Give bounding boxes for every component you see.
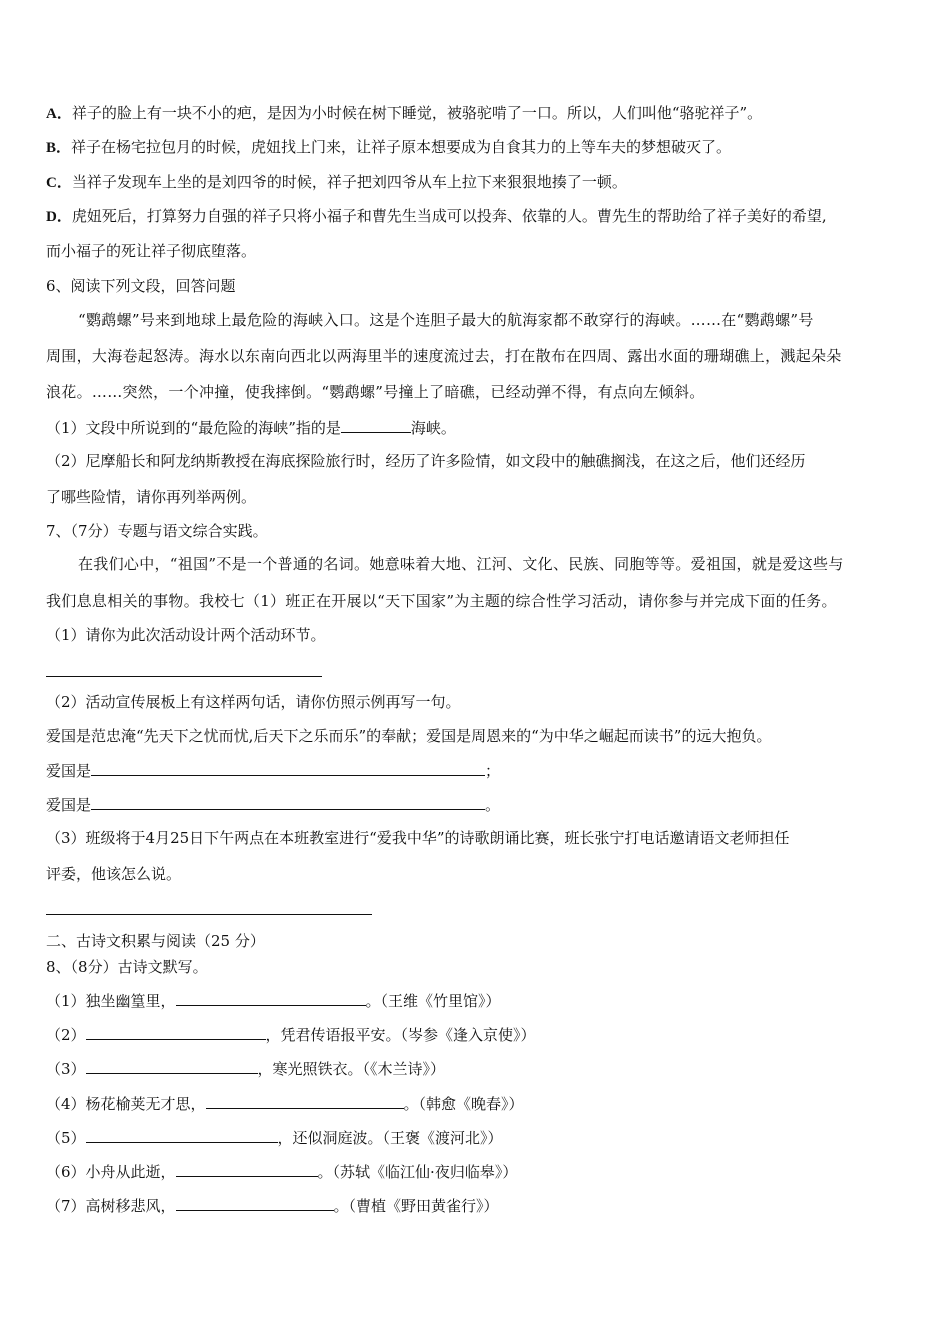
item-prefix: （6）小舟从此逝， xyxy=(46,1163,176,1181)
item-suffix: 。（曹植《野田黄雀行》） xyxy=(333,1197,499,1215)
item-suffix: ，凭君传语报平安。（岑参《逢入京使》） xyxy=(265,1026,536,1044)
answer-blank[interactable] xyxy=(91,760,485,776)
q5-option-c xyxy=(46,172,627,193)
item-suffix: ，寒光照铁衣。（《木兰诗》） xyxy=(257,1060,446,1078)
option-text: 虎妞死后，打算努力自强的祥子只将小福子和曹先生当成可以投奔、依靠的人。曹先生的帮助给了祥子美好的希望, xyxy=(71,207,827,225)
q7-sub-3-line-2: 评委，他该怎么说。 xyxy=(46,865,182,883)
q8-item-1 xyxy=(46,990,501,1011)
item-suffix: 。（韩愈《晚春》） xyxy=(403,1095,524,1113)
answer-blank[interactable] xyxy=(206,1093,404,1109)
q8-item-2 xyxy=(46,1024,536,1045)
answer-blank[interactable] xyxy=(176,990,366,1006)
option-label: A． xyxy=(46,106,72,122)
q7-sub-2: （2）活动宣传展板上有这样两句话，请你仿照示例再写一句。 xyxy=(46,693,461,711)
answer-blank[interactable] xyxy=(341,417,411,433)
answer-blank[interactable] xyxy=(86,1127,278,1143)
q7-title: 7、（7分）专题与语文综合实践。 xyxy=(46,522,268,540)
q6-sub-1-prompt: （1）文段中所说到的“最危险的海峡”指的是 xyxy=(46,419,341,437)
q6-title: 6、阅读下列文段，回答问题 xyxy=(46,277,236,295)
q5-option-b xyxy=(46,137,731,158)
q6-sub-2-line-1: （2）尼摩船长和阿龙纳斯教授在海底探险旅行时，经历了许多险情，如文段中的触礁搁浅，在这之后，他们还经历 xyxy=(46,452,806,470)
q6-passage-line-2: 周围，大海卷起怒涛。海水以东南向西北以两海里半的速度流过去，打在散布在四周、露出水面的珊瑚礁上，溅起朵朵 xyxy=(46,347,842,365)
fill-prefix: 爱国是 xyxy=(46,762,92,780)
item-suffix: ，还似洞庭波。（王褒《渡河北》） xyxy=(277,1129,503,1147)
q7-intro-line-2: 我们息息相关的事物。我校七（1）班正在开展以“天下国家”为主题的综合性学习活动，请你参与并完成下面的任务。 xyxy=(46,592,837,610)
q7-intro-line-1: 在我们心中，“祖国”不是一个普通的名词。她意味着大地、江河、文化、民族、同胞等等。爱祖国，就是爱这些与 xyxy=(78,555,844,573)
item-prefix: （1）独坐幽篁里， xyxy=(46,992,176,1010)
option-label: D． xyxy=(46,209,72,225)
item-prefix: （3） xyxy=(46,1060,86,1078)
q5-option-d-cont: 而小福子的死让祥子彻底堕落。 xyxy=(46,242,257,260)
q6-sub-1 xyxy=(46,417,456,438)
option-text: 祥子在杨宅拉包月的时候，虎妞找上门来，让祥子原本想要成为自食其力的上等车夫的梦想破灭了。 xyxy=(71,138,732,156)
q7-example: 爱国是范忠淹“先天下之忧而忧,后天下之乐而乐”的奉献；爱国是周恩来的“为中华之崛起而读书”的远大抱负。 xyxy=(46,727,772,745)
fill-prefix: 爱国是 xyxy=(46,796,92,814)
q8-item-6 xyxy=(46,1161,517,1182)
q8-item-5 xyxy=(46,1127,503,1148)
q6-sub-2-line-2: 了哪些险情，请你再列举两例。 xyxy=(46,488,257,506)
answer-blank[interactable] xyxy=(86,1024,266,1040)
answer-line[interactable] xyxy=(46,914,372,915)
section-2-title: 二、古诗文积累与阅读（25 分） xyxy=(46,932,265,950)
q8-title: 8、（8分）古诗文默写。 xyxy=(46,958,208,976)
answer-blank[interactable] xyxy=(91,794,485,810)
q5-option-d xyxy=(46,206,827,227)
item-prefix: （7）高树移悲风， xyxy=(46,1197,176,1215)
q5-option-a xyxy=(46,103,762,124)
answer-blank[interactable] xyxy=(176,1195,334,1211)
q8-item-4 xyxy=(46,1093,524,1114)
fill-end: ； xyxy=(485,762,501,780)
q6-passage-line-1: “鹦鹉螺”号来到地球上最危险的海峡入口。这是个连胆子最大的航海家都不敢穿行的海峡。……在“鹦鹉螺”号 xyxy=(78,311,814,329)
q7-fill-line-1 xyxy=(46,760,500,781)
q7-fill-line-2 xyxy=(46,794,500,815)
option-text: 当祥子发现车上坐的是刘四爷的时候，祥子把刘四爷从车上拉下来狠狠地揍了一顿。 xyxy=(71,173,627,191)
q6-sub-1-suffix: 海峡。 xyxy=(410,419,456,437)
item-prefix: （5） xyxy=(46,1129,86,1147)
option-label: B． xyxy=(46,140,72,156)
fill-end: 。 xyxy=(485,796,501,814)
answer-line[interactable] xyxy=(46,676,322,677)
item-prefix: （2） xyxy=(46,1026,86,1044)
answer-blank[interactable] xyxy=(86,1058,258,1074)
option-label: C． xyxy=(46,175,72,191)
item-suffix: 。（王维《竹里馆》） xyxy=(365,992,501,1010)
q7-sub-3-line-1: （3）班级将于4月25日下午两点在本班教室进行“爱我中华”的诗歌朗诵比赛，班长张宁打电话邀请语文老师担任 xyxy=(46,829,790,847)
q8-item-3 xyxy=(46,1058,445,1079)
option-text: 祥子的脸上有一块不小的疤，是因为小时候在树下睡觉，被骆驼啃了一口。所以，人们叫他“骆驼祥子”。 xyxy=(71,104,763,122)
q6-passage-line-3: 浪花。……突然，一个冲撞，使我摔倒。“鹦鹉螺”号撞上了暗礁，已经动弹不得，有点向左倾斜。 xyxy=(46,383,705,401)
item-suffix: 。（苏轼《临江仙·夜归临皋》） xyxy=(317,1163,518,1181)
item-prefix: （4）杨花榆荚无才思， xyxy=(46,1095,206,1113)
answer-blank[interactable] xyxy=(176,1161,318,1177)
q8-item-7 xyxy=(46,1195,499,1216)
q7-sub-1: （1）请你为此次活动设计两个活动环节。 xyxy=(46,626,326,644)
